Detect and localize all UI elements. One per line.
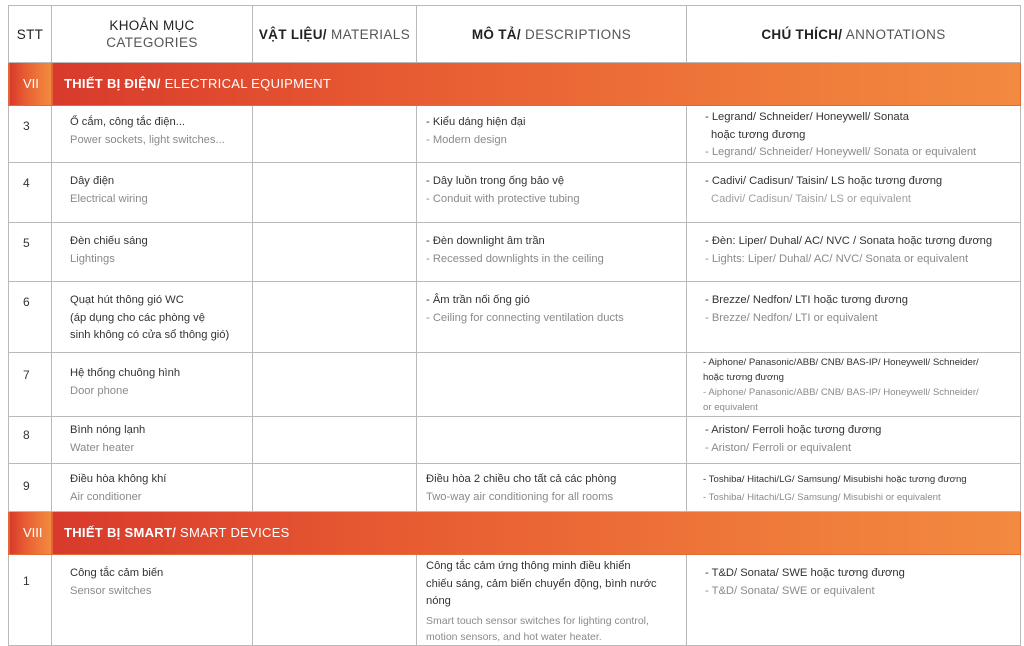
row-material [253,464,417,512]
row-annotation: - Đèn: Liper/ Duhal/ AC/ NVC / Sonata hoặc tương đương - Lights: Liper/ Duhal/ AC/ NVC/ Sonata or equivalent [687,223,1021,282]
row-annotation: - Cadivi/ Cadisun/ Taisin/ LS hoặc tương đương Cadivi/ Cadisun/ Taisin/ LS or equivalent [687,163,1021,223]
row-stt: 6 [9,282,52,353]
row-category: Ổ cắm, công tắc điện... Power sockets, light switches... [52,106,253,163]
row-material [253,417,417,464]
row-category: Công tắc cảm biến Sensor switches [52,555,253,646]
table-row [9,163,1021,223]
row-annotation: - Aiphone/ Panasonic/ABB/ CNB/ BAS-IP/ Honeywell/ Schneider/ hoặc tương đương - Aiphone/ Panasonic/ABB/ CNB/ BAS-IP/ Honeywell/ Schneider/ or equivalent [687,353,1021,417]
row-description: - Đèn downlight âm trần - Recessed downlights in the ceiling [417,223,687,282]
row-material [253,223,417,282]
row-category: Quạt hút thông gió WC (áp dụng cho các phòng vệ sinh không có cửa sổ thông gió) [52,282,253,353]
row-category: Hệ thống chuông hình Door phone [52,353,253,417]
row-stt: 3 [9,106,52,163]
section-row-electrical [9,63,1021,106]
section-code: VIII [9,512,52,555]
row-material [253,163,417,223]
header-categories: KHOẢN MỤC CATEGORIES [52,6,253,63]
table-row [9,282,1021,353]
row-category: Điều hòa không khí Air conditioner [52,464,253,512]
row-stt: 1 [9,555,52,646]
table-row [9,555,1021,646]
row-description: Công tắc cảm ứng thông minh điều khiển chiếu sáng, cảm biến chuyển động, bình nước nóng Smart touch sensor switches for lighting control, motion sensors, and hot water heater. [417,555,687,646]
row-material [253,282,417,353]
row-description: - Âm trần nối ống gió - Ceiling for connecting ventilation ducts [417,282,687,353]
header-materials: VẬT LIỆU/ MATERIALS [253,6,417,63]
specification-table [8,5,1021,646]
row-stt: 5 [9,223,52,282]
header-descriptions: MÔ TẢ/ DESCRIPTIONS [417,6,687,63]
table-row [9,223,1021,282]
table-row [9,106,1021,163]
row-annotation: - Ariston/ Ferroli hoặc tương đương - Ariston/ Ferroli or equivalent [687,417,1021,464]
row-description: - Dây luồn trong ống bảo vệ - Conduit with protective tubing [417,163,687,223]
row-description: Điều hòa 2 chiều cho tất cả các phòng Two-way air conditioning for all rooms [417,464,687,512]
row-material [253,555,417,646]
section-code: VII [9,63,52,106]
table-row [9,353,1021,417]
row-stt: 8 [9,417,52,464]
row-annotation: - T&D/ Sonata/ SWE hoặc tương đương - T&D/ Sonata/ SWE or equivalent [687,555,1021,646]
row-material [253,106,417,163]
section-title: THIẾT BỊ ĐIỆN/ ELECTRICAL EQUIPMENT [52,63,1021,106]
header-stt: STT [9,6,52,63]
row-material [253,353,417,417]
header-row [9,6,1021,63]
row-description: - Kiểu dáng hiện đại - Modern design [417,106,687,163]
header-annotations: CHÚ THÍCH/ ANNOTATIONS [687,6,1021,63]
section-row-smart [9,512,1021,555]
row-stt: 4 [9,163,52,223]
table-row [9,464,1021,512]
row-category: Đèn chiếu sáng Lightings [52,223,253,282]
section-title: THIẾT BỊ SMART/ SMART DEVICES [52,512,1021,555]
row-stt: 7 [9,353,52,417]
row-category: Bình nóng lạnh Water heater [52,417,253,464]
row-annotation: - Toshiba/ Hitachi/LG/ Samsung/ Misubishi hoặc tương đương - Toshiba/ Hitachi/LG/ Samsung/ Misubishi or equivalent [687,464,1021,512]
row-description [417,417,687,464]
row-stt: 9 [9,464,52,512]
row-annotation: - Legrand/ Schneider/ Honeywell/ Sonata hoặc tương đương - Legrand/ Schneider/ Honeywell/ Sonata or equivalent [687,106,1021,163]
row-category: Dây điện Electrical wiring [52,163,253,223]
table-row [9,417,1021,464]
row-annotation: - Brezze/ Nedfon/ LTI hoặc tương đương - Brezze/ Nedfon/ LTI or equivalent [687,282,1021,353]
spec-sheet [8,5,1020,643]
row-description [417,353,687,417]
